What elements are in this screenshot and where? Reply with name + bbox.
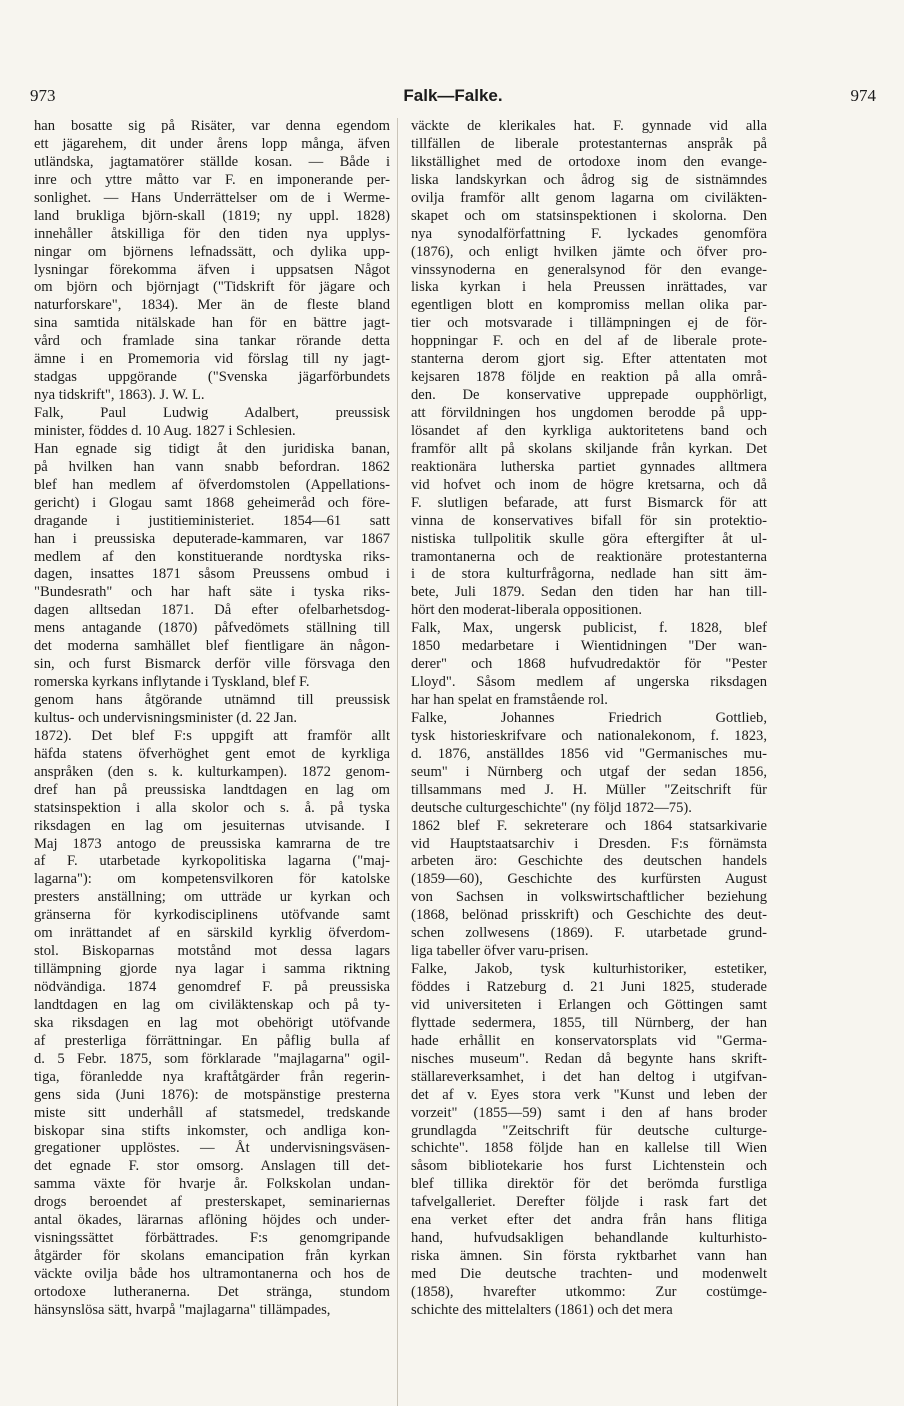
- text-line: ett jägarehem, dit under årens lopp många, äfven: [34, 135, 390, 152]
- text-line: vinna de konservatives bifall för sin protektio-: [411, 512, 767, 529]
- text-line: sonlighet. — Hans Underrättelser om de i Werme-: [34, 189, 390, 206]
- text-line: Maj 1873 antogo de preussiska kamrarna de tre: [34, 835, 390, 852]
- text-line: nisches museum". Redan då begynte hans skrift-: [411, 1050, 767, 1067]
- text-line: 1850 medarbetare i Wientidningen "Der wan-: [411, 638, 767, 655]
- text-line: blef tillika direktör för det berömda furstliga: [411, 1176, 767, 1193]
- text-line: dagen, insattes 1871 såsom Preussens ombud i: [34, 566, 390, 583]
- text-line: det egnade F. stor omsorg. Anslagen till det-: [34, 1158, 390, 1175]
- text-line: hade erhållit en konservatorsplats vid "Germa-: [411, 1032, 767, 1049]
- text-line: tillämpning gjorde nya lagar i samma riktning: [34, 961, 390, 978]
- text-line: hoppningar F. och en del af de liberale prote-: [411, 333, 767, 350]
- text-line: den. De konservative upprepade oupphörligt,: [411, 387, 767, 404]
- text-line: genom hans åtgörande utnämnd till preussisk: [34, 692, 390, 708]
- text-line: presters anställning; om utträde ur kyrkan och: [34, 889, 390, 906]
- text-line: 1862 blef F. sekreterare och 1864 statsarkivarie: [411, 817, 767, 834]
- text-line: nya synodalförfattning F. lyckades genomföra: [411, 225, 767, 242]
- text-line: F. slutligen befarade, att furst Bismarck för att: [411, 494, 767, 511]
- text-line: ningar om björnens lefnadssätt, och dylika upp-: [34, 243, 390, 260]
- text-line: "Bundesrath" och har haft säte i tyska riks-: [34, 584, 390, 601]
- text-line: liska kyrkan i hela Preussen inrättades, var: [411, 279, 767, 296]
- text-line: reaktionära lutherska partiet gynnades alltmera: [411, 458, 767, 475]
- text-line: om inrättandet af en särskild kyrklig öfverdom-: [34, 925, 390, 942]
- text-line: dragande i justitieministeriet. 1854—61 satt: [34, 512, 390, 529]
- text-line: medlem af den konstituerande nordtyska riks-: [34, 548, 390, 565]
- text-line: gränserna för kyrkodisciplinens utöfvande samt: [34, 907, 390, 924]
- text-line: nya tidskrift", 1863). J. W. L.: [34, 387, 205, 404]
- text-line: om björn och björnjagt ("Tidskrift för jägare och: [34, 279, 390, 296]
- text-line: framför allt på skolans skiljande från kyrkan. Det: [411, 440, 767, 457]
- text-line: tysk historieskrifvare och nationalekonom, f. 1823,: [411, 727, 767, 744]
- right-text-column: [411, 118, 767, 1320]
- text-line: anspråken (den s. k. kulturkampen). 1872 genom-: [34, 763, 390, 780]
- text-line: hand, hufvudsakligen behandlande kulturhisto-: [411, 1230, 767, 1247]
- text-line: Han egnade sig tidigt åt den juridiska banan,: [34, 440, 390, 457]
- text-line: att förvildningen hos ungdomen berodde på upp-: [411, 405, 767, 421]
- text-line: schichte". 1858 följde han en kallelse till Wien: [411, 1140, 767, 1157]
- text-line: ena verket efter det andra från hans flitiga: [411, 1212, 767, 1229]
- text-line: Falke, Johannes Friedrich Gottlieb,: [411, 709, 767, 726]
- text-line: seum" i Nürnberg och utgaf der sedan 1856,: [411, 763, 767, 780]
- page-header: [30, 86, 876, 110]
- text-line: vorzeit" (1855—59) samt i den af hans broder: [411, 1104, 767, 1121]
- text-line: d. 1876, anställdes 1856 vid "Germanisches mu-: [411, 745, 767, 762]
- text-line: (1876), och enligt hvilken jämte och öfver pro-: [411, 243, 767, 260]
- text-line: af presterliga förrättningar. En påflig bulla af: [34, 1032, 390, 1049]
- text-line: dref han på preussiska landtdagen en lag om: [34, 781, 390, 798]
- text-line: väckte ovilja både hos ultramontanerna och hos de: [34, 1266, 390, 1282]
- text-line: utländska, jagtamatörer ställde kosan. — Både i: [34, 153, 390, 170]
- text-line: det af v. Eyes stora verk "Kunst und leben der: [411, 1086, 767, 1103]
- text-line: Falk, Max, ungersk publicist, f. 1828, blef: [411, 620, 767, 637]
- text-line: 1872). Det blef F:s uppgift att framför allt: [34, 727, 390, 744]
- text-line: inre och yttre måtto var F. en imponerande per-: [34, 171, 390, 188]
- column-divider: [397, 118, 398, 1406]
- text-line: stol. Biskoparnas motstånd mot dessa lagars: [34, 943, 390, 960]
- left-text-column: [34, 118, 390, 1320]
- text-line: ställareverksamhet, i det han deltog i utgifvan-: [411, 1068, 767, 1085]
- text-line: sina samtida nitälskade han för en bättre jagt-: [34, 315, 390, 332]
- text-line: tier och motsvarade i tillämpningen ej de för-: [411, 315, 767, 332]
- text-line: af F. utarbetade kyrkopolitiska lagarna ("maj-: [34, 853, 390, 870]
- text-line: det moderna samhället blef fientligare än någon-: [34, 638, 390, 655]
- text-line: minister, föddes d. 10 Aug. 1827 i Schlesien.: [34, 422, 296, 439]
- text-line: ovilja framför allt genom lagarna om civiläkten-: [411, 189, 767, 206]
- text-line: (1859—60), Geschichte des kurfürsten August: [411, 871, 767, 888]
- text-line: med Die deutsche trachten- und modenwelt: [411, 1266, 767, 1282]
- text-line: hänsynslösa sätt, hvarpå "majlagarna" tillämpades,: [34, 1301, 331, 1318]
- text-line: tillsammans med J. H. Müller "Zeitschrift für: [411, 781, 767, 798]
- text-line: lösandet af den kyrkliga auktoritetens band och: [411, 422, 767, 439]
- text-line: sin, och furst Bismarck derför ville försvaga den: [34, 656, 390, 673]
- text-line: ortodoxe lutheranerna. Det stränga, stundom: [34, 1283, 390, 1300]
- right-page-number: 974: [850, 86, 876, 105]
- text-line: vid universiteten i Erlangen och Göttingen samt: [411, 996, 767, 1013]
- text-line: häfda statens öfverhöghet gent emot de kyrkliga: [34, 745, 390, 762]
- text-line: deutsche culturgeschichte" (ny följd 1872—75).: [411, 799, 692, 816]
- text-line: vid hofvet och inom de högre kretsarna, och då: [411, 476, 767, 493]
- text-line: riska ämnen. Sin första ryktbarhet vann han: [411, 1248, 767, 1265]
- text-line: statsinspektion i alla skolor och s. å. på tyska: [34, 799, 390, 816]
- text-line: drogs beroendet af presterskapet, seminariernas: [34, 1194, 390, 1211]
- text-line: arbeten äro: Geschichte des deutschen handels: [411, 853, 767, 870]
- text-line: d. 5 Febr. 1875, som förklarade "majlagarna" ogil-: [34, 1050, 390, 1067]
- text-line: gericht) i Glogau samt 1868 geheimeråd och före-: [34, 494, 390, 511]
- text-line: vid Hauptstaatsarchiv i Dresden. F:s förnämsta: [411, 835, 767, 852]
- text-line: dagen alltsedan 1871. Då efter ofelbarhetsdog-: [34, 602, 390, 619]
- text-line: von Sachsen in volkswirtschaftlicher beziehung: [411, 889, 767, 906]
- text-line: liska landskyrkan och ådrog sig de sistnämndes: [411, 171, 767, 188]
- text-line: tramontanerna och de reaktionäre protestanterna: [411, 548, 767, 565]
- text-line: Falke, Jakob, tysk kulturhistoriker, estetiker,: [411, 961, 767, 978]
- text-line: antal ökades, lärarnas aflöning höjdes och under-: [34, 1212, 390, 1229]
- text-line: skapet och om statsinspektionen i skolorna. Den: [411, 207, 767, 224]
- text-line: flyttade sedermera, 1855, till Nürnberg, der han: [411, 1014, 767, 1031]
- text-line: hört den moderat-liberala oppositionen.: [411, 602, 642, 619]
- text-line: föddes i Ratzeburg d. 21 Juni 1825, studerade: [411, 979, 767, 995]
- text-line: naturforskare", 1834). Mer än de fleste bland: [34, 297, 390, 314]
- text-line: åtgärder för skolans emancipation från kyrkan: [34, 1248, 390, 1265]
- text-line: Lloyd". Såsom medlem af ungerska riksdagen: [411, 674, 767, 691]
- text-line: grundlagda "Zeitschrift für deutsche culturge-: [411, 1122, 767, 1139]
- running-title: Falk—Falke.: [403, 86, 503, 105]
- text-line: mens antagande (1870) påfvedömets ställning till: [34, 620, 390, 637]
- text-line: riksdagen en lag om jesuiternas utvisande. I: [34, 817, 390, 834]
- text-line: schen zollwesens (1869). F. utarbetade grund-: [411, 925, 767, 942]
- text-line: vård och framlade sina tankar rörande detta: [34, 333, 390, 350]
- text-line: på hvilken han vann snabb befordran. 1862: [34, 458, 390, 475]
- text-line: bete, Juli 1879. Sedan den tiden har han till-: [411, 584, 767, 601]
- text-line: land brukliga björn-skall (1819; ny uppl. 1828): [34, 207, 390, 224]
- text-line: han bosatte sig på Risäter, var denna egendom: [34, 118, 390, 134]
- text-line: romerska kyrkans inflytande i Tyskland, blef F.: [34, 674, 310, 691]
- text-line: miste sitt underhåll af statsmedel, tredskande: [34, 1104, 390, 1121]
- text-line: (1868, belönad prisskrift) och Geschichte des deut-: [411, 907, 767, 924]
- text-line: biskopar sina stifts inkomster, och andliga kon-: [34, 1122, 390, 1139]
- text-line: likställighet med de ortodoxe inom den evange-: [411, 153, 767, 170]
- text-line: ska riksdagen en lag mot obehörigt utöfvande: [34, 1014, 390, 1031]
- text-line: derer" och 1868 hufvudredaktör för "Pester: [411, 656, 767, 673]
- text-line: Falk, Paul Ludwig Adalbert, preussisk: [34, 405, 390, 421]
- text-line: landtdagen en lag om civiläktenskap och på ty-: [34, 996, 390, 1013]
- text-line: lagarna"): om kompetensvilkoren för katolske: [34, 871, 390, 888]
- text-line: schichte des mittelalters (1861) och det mera: [411, 1301, 673, 1318]
- text-line: ämne i en Promemoria vid förslag till ny jagt-: [34, 351, 390, 368]
- text-line: nödvändiga. 1874 genomdref F. på preussiska: [34, 979, 390, 995]
- text-line: tiga, föranledde nya kraftåtgärder från regerin-: [34, 1068, 390, 1085]
- text-line: lysningar förekomma äfven i uppsatsen Något: [34, 261, 390, 278]
- text-line: stanterna derom gjort sig. Efter attentaten mot: [411, 351, 767, 368]
- text-line: kejsaren 1878 följde en reaktion på alla områ-: [411, 369, 767, 386]
- text-line: innehåller åtskilliga för den tiden nya upplys-: [34, 225, 390, 242]
- text-line: vinssynoderna en generalsynod för den evange-: [411, 261, 767, 278]
- text-line: blef han medlem af öfverdomstolen (Appellations-: [34, 476, 390, 493]
- text-line: han i preussiska deputerade-kammaren, var 1867: [34, 530, 390, 547]
- text-line: i de stora kulturfrågorna, nedlade han sitt äm-: [411, 566, 767, 583]
- text-line: samma växte för hvarje år. Folkskolan undan-: [34, 1176, 390, 1193]
- text-line: liga tabeller öfver varu-prisen.: [411, 943, 589, 960]
- text-line: gens sida (Juni 1876): de motspänstige presterna: [34, 1086, 390, 1103]
- text-line: (1858), hvarefter utkommo: Zur costümge-: [411, 1283, 767, 1300]
- text-line: tillfällen de liberale protestanternas anspråk på: [411, 135, 767, 152]
- text-line: visningssättet förbättrades. F:s genomgripande: [34, 1230, 390, 1247]
- text-line: tafvelgalleriet. Derefter följde i rask fart det: [411, 1194, 767, 1211]
- text-line: har han spelat en framstående rol.: [411, 692, 608, 708]
- left-page-number: 973: [30, 86, 56, 105]
- text-line: såsom bibliotekarie hos furst Lichtenstein och: [411, 1158, 767, 1175]
- text-line: kultus- och undervisningsminister (d. 22 Jan.: [34, 709, 298, 726]
- text-line: nistiska tullpolitik skulle göra eftergifter åt ul-: [411, 530, 767, 547]
- text-line: egentligen blott en kompromiss mellan olika par-: [411, 297, 767, 314]
- text-line: stadgas uppgörande ("Svenska jägarförbundets: [34, 369, 390, 386]
- text-line: väckte de klerikales hat. F. gynnade vid alla: [411, 118, 767, 134]
- text-line: gregationer upplöstes. — Åt undervisningsväsen-: [34, 1140, 390, 1157]
